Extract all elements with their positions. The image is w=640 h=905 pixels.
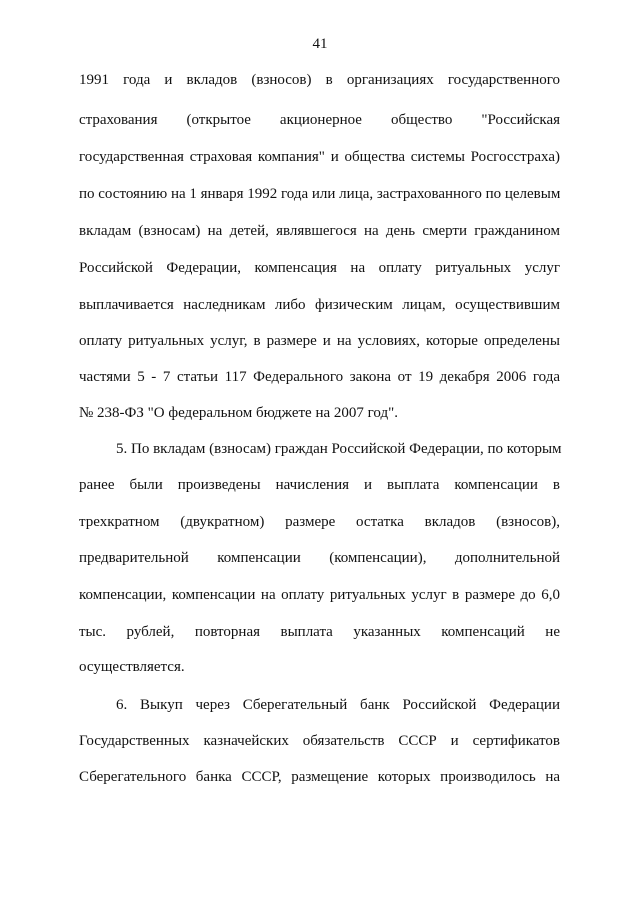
text-line: оплату ритуальных услуг, в размере и на условиях, которые определены [79,333,560,349]
text-line: Российской Федерации, компенсация на оплату ритуальных услуг [79,260,560,276]
page-number: 41 [312,36,328,52]
text-line: Сберегательного банка СССР, размещение которых производилось на [79,769,560,785]
text-line: компенсации, компенсации на оплату ритуальных услуг в размере до 6,0 [79,587,560,603]
text-line: тыс. рублей, повторная выплата указанных компенсаций не [79,624,560,640]
paragraph-first-line: 6. Выкуп через Сберегательный банк Российской Федерации [116,697,560,713]
text-line: Государственных казначейских обязательств СССР и сертификатов [79,733,560,749]
text-line: частями 5 - 7 статьи 117 Федерального закона от 19 декабря 2006 года [79,369,560,385]
text-line: вкладам (взносам) на детей, являвшегося на день смерти гражданином [79,223,560,239]
paragraph-first-line: 5. По вкладам (взносам) граждан Российской Федерации, по которым [116,441,562,457]
text-line: выплачивается наследникам либо физическим лицам, осуществившим [79,297,560,313]
text-line: трехкратном (двукратном) размере остатка вкладов (взносов), [79,514,560,530]
text-line: осуществляется. [79,659,185,675]
text-line: государственная страховая компания" и общества системы Росгосстраха) [79,149,560,165]
text-line: по состоянию на 1 января 1992 года или лица, застрахованного по целевым [79,186,561,202]
text-line: страхования (открытое акционерное общество "Российская [79,112,560,128]
text-line: № 238-ФЗ "О федеральном бюджете на 2007 год". [79,405,398,421]
text-line: 1991 года и вкладов (взносов) в организациях государственного [79,72,560,88]
text-line: предварительной компенсации (компенсации), дополнительной [79,550,560,566]
text-line: ранее были произведены начисления и выплата компенсации в [79,477,560,493]
